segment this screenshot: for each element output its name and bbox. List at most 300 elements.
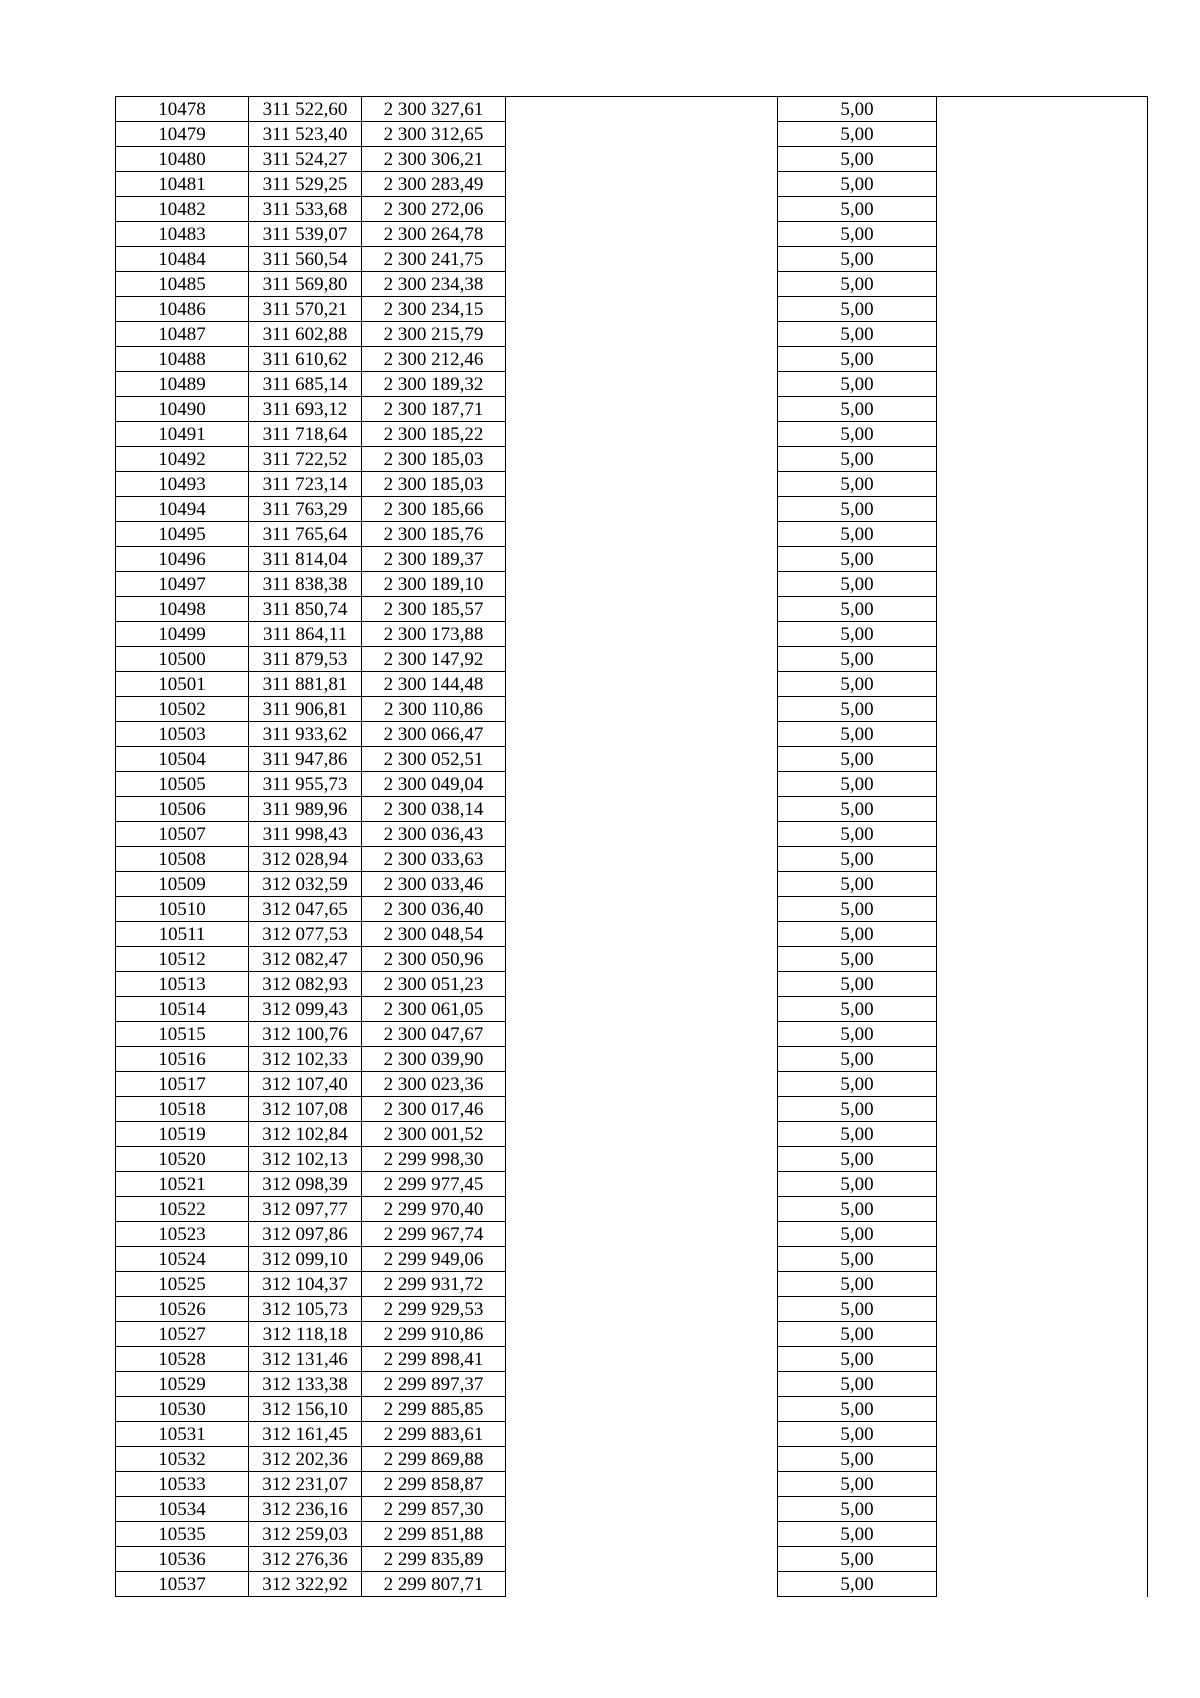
y-coordinate-cell: 2 300 023,36: [362, 1072, 506, 1097]
y-coordinate-cell: 2 300 306,21: [362, 147, 506, 172]
blank-cell: [937, 297, 1148, 322]
table-row: [116, 197, 1148, 222]
point-number-cell: 10519: [116, 1122, 249, 1147]
point-number-cell: 10501: [116, 672, 249, 697]
blank-cell: [937, 1297, 1148, 1322]
point-number-cell: 10536: [116, 1547, 249, 1572]
table-row: [116, 822, 1148, 847]
blank-cell: [937, 772, 1148, 797]
point-number-cell: 10500: [116, 647, 249, 672]
table-row: [116, 1297, 1148, 1322]
y-coordinate-cell: 2 300 185,66: [362, 497, 506, 522]
blank-cell: [506, 447, 778, 472]
y-coordinate-cell: 2 300 061,05: [362, 997, 506, 1022]
table-row: [116, 122, 1148, 147]
y-coordinate-cell: 2 300 185,57: [362, 597, 506, 622]
value-cell: 5,00: [778, 1497, 937, 1522]
y-coordinate-cell: 2 300 110,86: [362, 697, 506, 722]
blank-cell: [937, 1147, 1148, 1172]
x-coordinate-cell: 311 693,12: [249, 397, 362, 422]
blank-cell: [506, 947, 778, 972]
blank-cell: [937, 997, 1148, 1022]
point-number-cell: 10483: [116, 222, 249, 247]
value-cell: 5,00: [778, 972, 937, 997]
blank-cell: [506, 872, 778, 897]
y-coordinate-cell: 2 299 851,88: [362, 1522, 506, 1547]
table-row: [116, 1422, 1148, 1447]
blank-cell: [506, 1072, 778, 1097]
value-cell: 5,00: [778, 897, 937, 922]
point-number-cell: 10526: [116, 1297, 249, 1322]
table-row: [116, 1122, 1148, 1147]
table-row: [116, 1072, 1148, 1097]
blank-cell: [937, 1097, 1148, 1122]
value-cell: 5,00: [778, 997, 937, 1022]
blank-cell: [937, 1472, 1148, 1497]
blank-cell: [506, 597, 778, 622]
blank-cell: [506, 1022, 778, 1047]
table-row: [116, 1047, 1148, 1072]
table-row: [116, 1197, 1148, 1222]
x-coordinate-cell: 312 102,84: [249, 1122, 362, 1147]
value-cell: 5,00: [778, 1297, 937, 1322]
value-cell: 5,00: [778, 1072, 937, 1097]
table-row: [116, 972, 1148, 997]
blank-cell: [506, 247, 778, 272]
value-cell: 5,00: [778, 1247, 937, 1272]
point-number-cell: 10522: [116, 1197, 249, 1222]
x-coordinate-cell: 312 202,36: [249, 1447, 362, 1472]
blank-cell: [937, 97, 1148, 122]
y-coordinate-cell: 2 299 857,30: [362, 1497, 506, 1522]
table-row: [116, 172, 1148, 197]
blank-cell: [937, 647, 1148, 672]
y-coordinate-cell: 2 300 048,54: [362, 922, 506, 947]
value-cell: 5,00: [778, 1222, 937, 1247]
table-row: [116, 447, 1148, 472]
table-row: [116, 1547, 1148, 1572]
y-coordinate-cell: 2 299 931,72: [362, 1272, 506, 1297]
table-row: [116, 1272, 1148, 1297]
x-coordinate-cell: 311 879,53: [249, 647, 362, 672]
x-coordinate-cell: 311 763,29: [249, 497, 362, 522]
table-row: [116, 1522, 1148, 1547]
point-number-cell: 10492: [116, 447, 249, 472]
x-coordinate-cell: 312 100,76: [249, 1022, 362, 1047]
blank-cell: [937, 1022, 1148, 1047]
point-number-cell: 10515: [116, 1022, 249, 1047]
y-coordinate-cell: 2 300 212,46: [362, 347, 506, 372]
blank-cell: [937, 922, 1148, 947]
table-row: [116, 1222, 1148, 1247]
blank-cell: [937, 222, 1148, 247]
value-cell: 5,00: [778, 1522, 937, 1547]
x-coordinate-cell: 311 906,81: [249, 697, 362, 722]
table-row: [116, 472, 1148, 497]
x-coordinate-cell: 311 533,68: [249, 197, 362, 222]
table-row: [116, 1347, 1148, 1372]
table-row: [116, 547, 1148, 572]
table-row: [116, 1397, 1148, 1422]
value-cell: 5,00: [778, 447, 937, 472]
table-row: [116, 797, 1148, 822]
value-cell: 5,00: [778, 1472, 937, 1497]
x-coordinate-cell: 312 028,94: [249, 847, 362, 872]
x-coordinate-cell: 312 107,40: [249, 1072, 362, 1097]
blank-cell: [937, 247, 1148, 272]
blank-cell: [506, 822, 778, 847]
blank-cell: [937, 897, 1148, 922]
point-number-cell: 10480: [116, 147, 249, 172]
y-coordinate-cell: 2 300 327,61: [362, 97, 506, 122]
point-number-cell: 10517: [116, 1072, 249, 1097]
blank-cell: [937, 1372, 1148, 1397]
table-row: [116, 247, 1148, 272]
blank-cell: [506, 1247, 778, 1272]
table-row: [116, 1472, 1148, 1497]
value-cell: 5,00: [778, 297, 937, 322]
blank-cell: [506, 672, 778, 697]
y-coordinate-cell: 2 299 897,37: [362, 1372, 506, 1397]
value-cell: 5,00: [778, 822, 937, 847]
y-coordinate-cell: 2 300 050,96: [362, 947, 506, 972]
x-coordinate-cell: 311 850,74: [249, 597, 362, 622]
table-row: [116, 1372, 1148, 1397]
x-coordinate-cell: 312 097,77: [249, 1197, 362, 1222]
y-coordinate-cell: 2 300 039,90: [362, 1047, 506, 1072]
y-coordinate-cell: 2 300 215,79: [362, 322, 506, 347]
point-number-cell: 10528: [116, 1347, 249, 1372]
y-coordinate-cell: 2 300 173,88: [362, 622, 506, 647]
point-number-cell: 10510: [116, 897, 249, 922]
blank-cell: [937, 597, 1148, 622]
value-cell: 5,00: [778, 1022, 937, 1047]
x-coordinate-cell: 311 933,62: [249, 722, 362, 747]
point-number-cell: 10503: [116, 722, 249, 747]
table-row: [116, 1097, 1148, 1122]
blank-cell: [506, 222, 778, 247]
table-row: [116, 522, 1148, 547]
x-coordinate-cell: 312 102,33: [249, 1047, 362, 1072]
x-coordinate-cell: 311 881,81: [249, 672, 362, 697]
blank-cell: [937, 1572, 1148, 1597]
point-number-cell: 10491: [116, 422, 249, 447]
value-cell: 5,00: [778, 1272, 937, 1297]
value-cell: 5,00: [778, 772, 937, 797]
blank-cell: [937, 1222, 1148, 1247]
x-coordinate-cell: 312 082,47: [249, 947, 362, 972]
table-row: [116, 697, 1148, 722]
blank-cell: [937, 697, 1148, 722]
table-row: [116, 922, 1148, 947]
point-number-cell: 10481: [116, 172, 249, 197]
point-number-cell: 10527: [116, 1322, 249, 1347]
blank-cell: [937, 1047, 1148, 1072]
point-number-cell: 10520: [116, 1147, 249, 1172]
y-coordinate-cell: 2 299 949,06: [362, 1247, 506, 1272]
blank-cell: [506, 1497, 778, 1522]
x-coordinate-cell: 312 098,39: [249, 1172, 362, 1197]
blank-cell: [937, 522, 1148, 547]
value-cell: 5,00: [778, 1447, 937, 1472]
blank-cell: [937, 972, 1148, 997]
blank-cell: [506, 1222, 778, 1247]
x-coordinate-cell: 311 524,27: [249, 147, 362, 172]
blank-cell: [506, 1447, 778, 1472]
table-row: [116, 647, 1148, 672]
blank-cell: [506, 1422, 778, 1447]
blank-cell: [506, 547, 778, 572]
x-coordinate-cell: 311 539,07: [249, 222, 362, 247]
y-coordinate-cell: 2 300 066,47: [362, 722, 506, 747]
point-number-cell: 10494: [116, 497, 249, 522]
point-number-cell: 10521: [116, 1172, 249, 1197]
value-cell: 5,00: [778, 1547, 937, 1572]
x-coordinate-cell: 312 105,73: [249, 1297, 362, 1322]
blank-cell: [506, 1047, 778, 1072]
coordinates-table: [115, 96, 1148, 1597]
value-cell: 5,00: [778, 372, 937, 397]
x-coordinate-cell: 311 947,86: [249, 747, 362, 772]
blank-cell: [937, 872, 1148, 897]
point-number-cell: 10530: [116, 1397, 249, 1422]
x-coordinate-cell: 311 570,21: [249, 297, 362, 322]
blank-cell: [506, 147, 778, 172]
blank-cell: [937, 722, 1148, 747]
y-coordinate-cell: 2 300 185,22: [362, 422, 506, 447]
point-number-cell: 10529: [116, 1372, 249, 1397]
value-cell: 5,00: [778, 522, 937, 547]
table-row: [116, 1022, 1148, 1047]
blank-cell: [506, 647, 778, 672]
x-coordinate-cell: 312 259,03: [249, 1522, 362, 1547]
table-row: [116, 897, 1148, 922]
blank-cell: [937, 1072, 1148, 1097]
blank-cell: [937, 1422, 1148, 1447]
table-row: [116, 497, 1148, 522]
table-row: [116, 1447, 1148, 1472]
blank-cell: [506, 1472, 778, 1497]
y-coordinate-cell: 2 300 038,14: [362, 797, 506, 822]
value-cell: 5,00: [778, 397, 937, 422]
blank-cell: [937, 672, 1148, 697]
value-cell: 5,00: [778, 1197, 937, 1222]
y-coordinate-cell: 2 299 898,41: [362, 1347, 506, 1372]
x-coordinate-cell: 312 276,36: [249, 1547, 362, 1572]
blank-cell: [937, 1447, 1148, 1472]
point-number-cell: 10508: [116, 847, 249, 872]
y-coordinate-cell: 2 300 036,40: [362, 897, 506, 922]
x-coordinate-cell: 312 133,38: [249, 1372, 362, 1397]
point-number-cell: 10485: [116, 272, 249, 297]
table-row: [116, 1147, 1148, 1172]
y-coordinate-cell: 2 300 051,23: [362, 972, 506, 997]
x-coordinate-cell: 311 955,73: [249, 772, 362, 797]
y-coordinate-cell: 2 299 885,85: [362, 1397, 506, 1422]
point-number-cell: 10537: [116, 1572, 249, 1597]
blank-cell: [506, 697, 778, 722]
blank-cell: [506, 1172, 778, 1197]
blank-cell: [937, 272, 1148, 297]
x-coordinate-cell: 312 131,46: [249, 1347, 362, 1372]
y-coordinate-cell: 2 300 187,71: [362, 397, 506, 422]
table-row: [116, 597, 1148, 622]
blank-cell: [506, 172, 778, 197]
blank-cell: [506, 1272, 778, 1297]
point-number-cell: 10531: [116, 1422, 249, 1447]
blank-cell: [506, 1197, 778, 1222]
x-coordinate-cell: 312 231,07: [249, 1472, 362, 1497]
value-cell: 5,00: [778, 122, 937, 147]
point-number-cell: 10496: [116, 547, 249, 572]
blank-cell: [506, 1147, 778, 1172]
point-number-cell: 10493: [116, 472, 249, 497]
blank-cell: [937, 1547, 1148, 1572]
y-coordinate-cell: 2 299 929,53: [362, 1297, 506, 1322]
point-number-cell: 10525: [116, 1272, 249, 1297]
point-number-cell: 10505: [116, 772, 249, 797]
blank-cell: [506, 847, 778, 872]
blank-cell: [937, 1122, 1148, 1147]
blank-cell: [937, 1497, 1148, 1522]
point-number-cell: 10533: [116, 1472, 249, 1497]
blank-cell: [937, 347, 1148, 372]
x-coordinate-cell: 312 107,08: [249, 1097, 362, 1122]
table-row: [116, 947, 1148, 972]
value-cell: 5,00: [778, 1147, 937, 1172]
y-coordinate-cell: 2 300 234,38: [362, 272, 506, 297]
blank-cell: [506, 972, 778, 997]
y-coordinate-cell: 2 299 910,86: [362, 1322, 506, 1347]
y-coordinate-cell: 2 300 047,67: [362, 1022, 506, 1047]
blank-cell: [937, 847, 1148, 872]
value-cell: 5,00: [778, 1572, 937, 1597]
value-cell: 5,00: [778, 1347, 937, 1372]
y-coordinate-cell: 2 300 033,63: [362, 847, 506, 872]
blank-cell: [937, 497, 1148, 522]
table-row: [116, 222, 1148, 247]
blank-cell: [937, 822, 1148, 847]
x-coordinate-cell: 311 864,11: [249, 622, 362, 647]
point-number-cell: 10512: [116, 947, 249, 972]
point-number-cell: 10534: [116, 1497, 249, 1522]
blank-cell: [506, 722, 778, 747]
blank-cell: [937, 622, 1148, 647]
y-coordinate-cell: 2 300 001,52: [362, 1122, 506, 1147]
table-row: [116, 372, 1148, 397]
value-cell: 5,00: [778, 1422, 937, 1447]
blank-cell: [506, 372, 778, 397]
point-number-cell: 10523: [116, 1222, 249, 1247]
x-coordinate-cell: 311 560,54: [249, 247, 362, 272]
table-row: [116, 97, 1148, 122]
blank-cell: [937, 197, 1148, 222]
table-row: [116, 1497, 1148, 1522]
table-row: [116, 872, 1148, 897]
blank-cell: [506, 922, 778, 947]
x-coordinate-cell: 311 685,14: [249, 372, 362, 397]
blank-cell: [506, 997, 778, 1022]
point-number-cell: 10479: [116, 122, 249, 147]
point-number-cell: 10532: [116, 1447, 249, 1472]
y-coordinate-cell: 2 300 017,46: [362, 1097, 506, 1122]
blank-cell: [937, 447, 1148, 472]
blank-cell: [506, 772, 778, 797]
y-coordinate-cell: 2 300 185,03: [362, 447, 506, 472]
point-number-cell: 10478: [116, 97, 249, 122]
blank-cell: [937, 122, 1148, 147]
point-number-cell: 10535: [116, 1522, 249, 1547]
blank-cell: [506, 572, 778, 597]
x-coordinate-cell: 312 156,10: [249, 1397, 362, 1422]
table-row: [116, 1247, 1148, 1272]
value-cell: 5,00: [778, 172, 937, 197]
x-coordinate-cell: 311 529,25: [249, 172, 362, 197]
blank-cell: [506, 1397, 778, 1422]
x-coordinate-cell: 312 047,65: [249, 897, 362, 922]
x-coordinate-cell: 312 077,53: [249, 922, 362, 947]
blank-cell: [937, 797, 1148, 822]
point-number-cell: 10507: [116, 822, 249, 847]
table-row: [116, 1322, 1148, 1347]
y-coordinate-cell: 2 299 869,88: [362, 1447, 506, 1472]
blank-cell: [506, 422, 778, 447]
table-row: [116, 622, 1148, 647]
blank-cell: [937, 1247, 1148, 1272]
value-cell: 5,00: [778, 1372, 937, 1397]
y-coordinate-cell: 2 300 052,51: [362, 747, 506, 772]
blank-cell: [506, 897, 778, 922]
x-coordinate-cell: 312 099,43: [249, 997, 362, 1022]
point-number-cell: 10489: [116, 372, 249, 397]
blank-cell: [937, 547, 1148, 572]
y-coordinate-cell: 2 300 147,92: [362, 647, 506, 672]
blank-cell: [506, 472, 778, 497]
blank-cell: [937, 1522, 1148, 1547]
point-number-cell: 10484: [116, 247, 249, 272]
table-row: [116, 1172, 1148, 1197]
x-coordinate-cell: 312 082,93: [249, 972, 362, 997]
y-coordinate-cell: 2 299 970,40: [362, 1197, 506, 1222]
x-coordinate-cell: 311 722,52: [249, 447, 362, 472]
x-coordinate-cell: 312 104,37: [249, 1272, 362, 1297]
blank-cell: [506, 397, 778, 422]
point-number-cell: 10502: [116, 697, 249, 722]
value-cell: 5,00: [778, 197, 937, 222]
blank-cell: [506, 522, 778, 547]
value-cell: 5,00: [778, 1122, 937, 1147]
table-row: [116, 297, 1148, 322]
x-coordinate-cell: 311 723,14: [249, 472, 362, 497]
y-coordinate-cell: 2 299 883,61: [362, 1422, 506, 1447]
point-number-cell: 10504: [116, 747, 249, 772]
x-coordinate-cell: 311 765,64: [249, 522, 362, 547]
y-coordinate-cell: 2 300 036,43: [362, 822, 506, 847]
table-row: [116, 772, 1148, 797]
y-coordinate-cell: 2 300 272,06: [362, 197, 506, 222]
point-number-cell: 10511: [116, 922, 249, 947]
value-cell: 5,00: [778, 622, 937, 647]
value-cell: 5,00: [778, 672, 937, 697]
value-cell: 5,00: [778, 847, 937, 872]
value-cell: 5,00: [778, 1047, 937, 1072]
x-coordinate-cell: 311 838,38: [249, 572, 362, 597]
value-cell: 5,00: [778, 1397, 937, 1422]
y-coordinate-cell: 2 300 189,10: [362, 572, 506, 597]
value-cell: 5,00: [778, 747, 937, 772]
value-cell: 5,00: [778, 572, 937, 597]
y-coordinate-cell: 2 300 189,37: [362, 547, 506, 572]
